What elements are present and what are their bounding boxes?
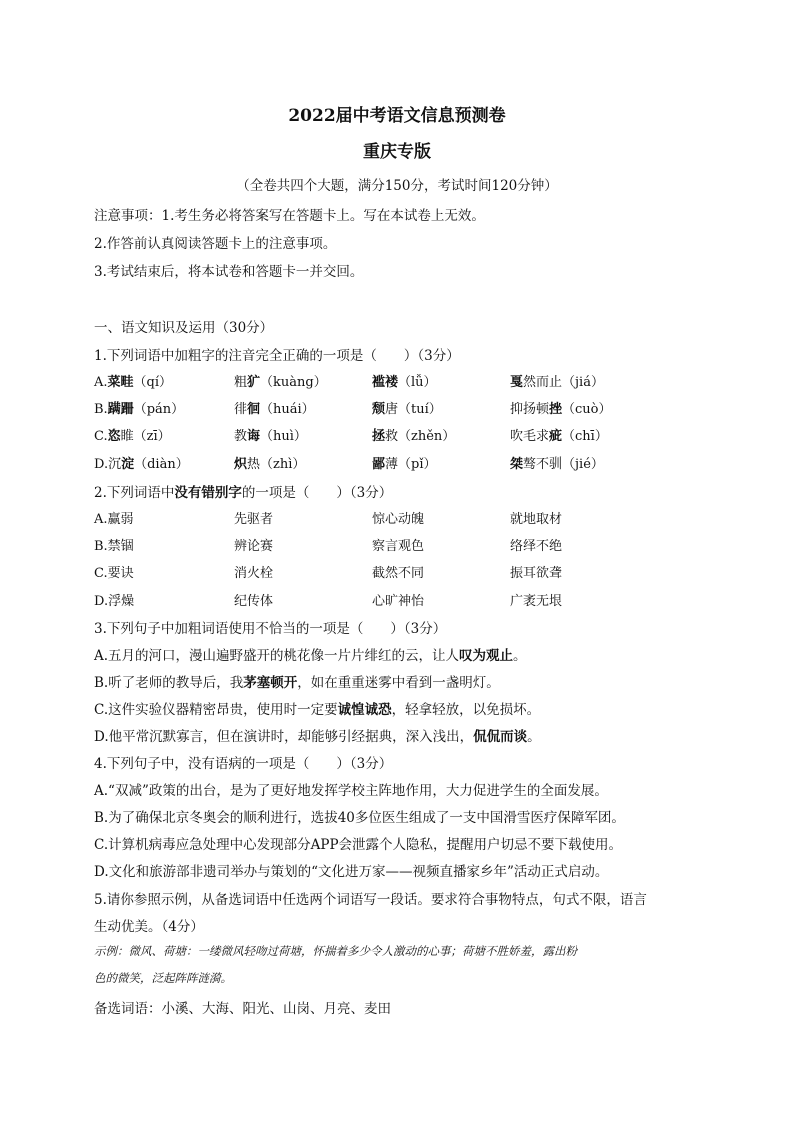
q1-seg-b: 炽 xyxy=(234,457,248,472)
q2-option-r2-c4: 络绎不绝 xyxy=(510,539,563,554)
q1-seg-post: 薄（pǐ） xyxy=(385,457,437,472)
q1-seg-post: 骜不驯（jié） xyxy=(523,457,604,472)
q4-option-d: D.文化和旅游部非遗司举办与策划的“文化进万家——视频直播家乡年”活动正式启动。 xyxy=(94,864,609,880)
section-heading: 一、语文知识及运用（30分） xyxy=(94,320,274,336)
q2-option-r3-c4: 振耳欲聋 xyxy=(510,566,563,581)
q1-seg-pre: 教 xyxy=(234,429,248,444)
q1-option-r4-c4 xyxy=(510,453,604,472)
q2-option-r4-c1: D.浮燥 xyxy=(94,594,135,609)
q1-option-r1-c2 xyxy=(234,371,327,390)
q3-seg-pre: D.他平常沉默寡言，但在演讲时，却能够引经据典，深入浅出， xyxy=(94,729,474,745)
q4-option-b: B.为了确保北京冬奥会的顺利进行，选拔40多位医生组成了一支中国滑雪医疗保障军团。 xyxy=(94,810,625,826)
notice-3: 3.考试结束后，将本试卷和答题卡一并交回。 xyxy=(94,264,364,280)
q1-option-r1-c4 xyxy=(510,371,604,390)
q3-seg-pre: B.听了老师的教导后，我 xyxy=(94,675,244,691)
q2-option-r3-c3: 截然不同 xyxy=(372,566,425,581)
q1-option-r1-c1 xyxy=(94,371,172,390)
q1-seg-b: 疵 xyxy=(549,429,563,444)
q1-seg-b: 淀 xyxy=(121,457,135,472)
q1-seg-b: 徊 xyxy=(247,402,261,417)
q1-option-r3-c1 xyxy=(94,425,171,444)
q1-option-r3-c4 xyxy=(510,425,608,444)
q1-option-r1-c3 xyxy=(372,371,437,390)
question-1-stem: 1.下列词语中加粗字的注音完全正确的一项是（ ）（3分） xyxy=(94,348,460,364)
q1-seg-post: （chī） xyxy=(562,429,608,444)
q2-option-r4-c2: 纪传体 xyxy=(234,594,274,609)
q2-stem-bold: 没有错别字 xyxy=(174,485,242,501)
q1-seg-b: 诲 xyxy=(247,429,261,444)
q1-seg-pre: 粗 xyxy=(234,375,248,390)
question-4-stem: 4.下列句子中，没有语病的一项是（ ）（3分） xyxy=(94,756,393,772)
q2-option-r2-c1: B.禁锢 xyxy=(94,539,134,554)
q1-seg-post: 唐（tuí） xyxy=(385,402,442,417)
q4-option-a: A.“双减”政策的出台，是为了更好地发挥学校主阵地作用，大力促进学生的全面发展。 xyxy=(94,783,608,799)
q1-seg-b: 蹒跚 xyxy=(107,402,134,417)
q2-option-r1-c1: A.赢弱 xyxy=(94,512,134,527)
q2-option-r3-c1: C.要诀 xyxy=(94,566,134,581)
q2-option-r4-c3: 心旷神怡 xyxy=(372,594,425,609)
q1-seg-post: （lǚ） xyxy=(398,375,437,390)
q1-seg-b: 颓 xyxy=(372,402,386,417)
q3-seg-post: 。 xyxy=(513,648,527,664)
q1-seg-b: 恣 xyxy=(107,429,121,444)
exam-subtitle: 重庆专版 xyxy=(363,142,431,162)
q2-option-r4-c4: 广袤无垠 xyxy=(510,594,563,609)
q5-words: 备选词语：小溪、大海、阳光、山岗、月亮、麦田 xyxy=(94,1001,391,1017)
q1-seg-b: 鄙 xyxy=(372,457,386,472)
q1-seg-post: （pán） xyxy=(133,402,185,417)
q1-seg-pre: D.沉 xyxy=(94,457,122,472)
q1-option-r3-c3 xyxy=(372,425,455,444)
q3-seg-post: 。 xyxy=(527,729,541,745)
q5-example-2: 色的微笑，泛起阵阵涟漪。 xyxy=(94,971,232,985)
question-3-stem: 3.下列句子中加粗词语使用不恰当的一项是（ ）（3分） xyxy=(94,621,447,637)
q1-option-r2-c1 xyxy=(94,398,184,417)
q1-seg-post: 救（zhěn） xyxy=(385,429,456,444)
q1-seg-post: （qí） xyxy=(133,375,173,390)
q1-seg-post: （kuàng） xyxy=(260,375,327,390)
q1-seg-pre: 抑扬顿 xyxy=(510,402,550,417)
q3-seg-post: ，轻拿轻放，以免损坏。 xyxy=(391,702,541,718)
q3-seg-b: 侃侃而谈 xyxy=(473,729,528,745)
exam-info: （全卷共四个大题，满分150分，考试时间120分钟） xyxy=(236,178,558,194)
q3-seg-b: 叹为观止 xyxy=(459,648,514,664)
q1-seg-b: 桀 xyxy=(510,457,524,472)
q1-seg-post: （huái） xyxy=(260,402,315,417)
q1-seg-pre: C. xyxy=(94,429,108,444)
exam-title: 2022届中考语文信息预测卷 xyxy=(288,106,506,126)
q3-option-a xyxy=(94,644,527,664)
q1-option-r4-c2 xyxy=(234,453,305,472)
q1-seg-b: 挫 xyxy=(549,402,563,417)
q2-option-r1-c4: 就地取材 xyxy=(510,512,563,527)
q2-option-r3-c2: 消火栓 xyxy=(234,566,274,581)
q1-option-r2-c4 xyxy=(510,398,612,417)
q1-option-r4-c3 xyxy=(372,453,437,472)
q1-seg-post: 然而止（jiá） xyxy=(523,375,604,390)
q2-option-r2-c2: 辨论赛 xyxy=(234,539,274,554)
q5-example-1: 示例：微风、荷塘：一缕微风轻吻过荷塘，怀揣着多少令人激动的心事；荷塘不胜娇羞，露出粉 xyxy=(94,944,577,958)
q1-seg-b: 菜畦 xyxy=(107,375,134,390)
q3-option-c xyxy=(94,698,540,718)
q3-option-d xyxy=(94,725,541,745)
q3-seg-pre: A.五月的河口，漫山遍野盛开的桃花像一片片绯红的云，让人 xyxy=(94,648,460,664)
q1-option-r4-c1 xyxy=(94,453,189,472)
q1-seg-pre: 吹毛求 xyxy=(510,429,550,444)
q1-seg-pre: A. xyxy=(94,375,108,390)
q2-option-r2-c3: 察言观色 xyxy=(372,539,425,554)
q1-option-r2-c3 xyxy=(372,398,442,417)
q3-seg-b: 茅塞顿开 xyxy=(243,675,298,691)
question-2-stem xyxy=(94,481,392,501)
q2-option-r1-c3: 惊心动魄 xyxy=(372,512,425,527)
q4-option-c: C.计算机病毒应急处理中心发现部分APP会泄露个人隐私，提醒用户切忌不要下载使用。 xyxy=(94,837,623,853)
q1-option-r3-c2 xyxy=(234,425,307,444)
q2-option-r1-c2: 先驱者 xyxy=(234,512,274,527)
q1-seg-b: 犷 xyxy=(247,375,261,390)
q1-seg-pre: 徘 xyxy=(234,402,248,417)
q3-seg-post: ，如在重重迷雾中看到一盏明灯。 xyxy=(297,675,500,691)
q2-stem-post: 的一项是（ ）（3分） xyxy=(241,485,393,501)
question-5-stem-1: 5.请你参照示例，从备选词语中任选两个词语写一段话。要求符合事物特点，句式不限，语言 xyxy=(94,892,647,908)
q1-seg-post: （cuò） xyxy=(562,402,612,417)
q3-seg-b: 诚惶诚恐 xyxy=(337,702,392,718)
q3-option-b xyxy=(94,671,500,691)
q1-seg-b: 戛 xyxy=(510,375,524,390)
q1-seg-post: （huì） xyxy=(260,429,307,444)
notice-1: 注意事项：1.考生务必将答案写在答题卡上。写在本试卷上无效。 xyxy=(94,208,485,224)
q1-seg-pre: B. xyxy=(94,402,108,417)
q1-option-r2-c2 xyxy=(234,398,315,417)
q1-seg-post: 热（zhì） xyxy=(247,457,306,472)
q1-seg-b: 拯 xyxy=(372,429,386,444)
q1-seg-post: 睢（zī） xyxy=(120,429,171,444)
q1-seg-b: 褴褛 xyxy=(372,375,399,390)
q3-seg-pre: C.这件实验仪器精密昂贵，使用时一定要 xyxy=(94,702,338,718)
notice-2: 2.作答前认真阅读答题卡上的注意事项。 xyxy=(94,236,337,252)
q2-stem-pre: 2.下列词语中 xyxy=(94,485,175,501)
question-5-stem-2: 生动优美。（4分） xyxy=(94,919,204,935)
q1-seg-post: （diàn） xyxy=(134,457,189,472)
